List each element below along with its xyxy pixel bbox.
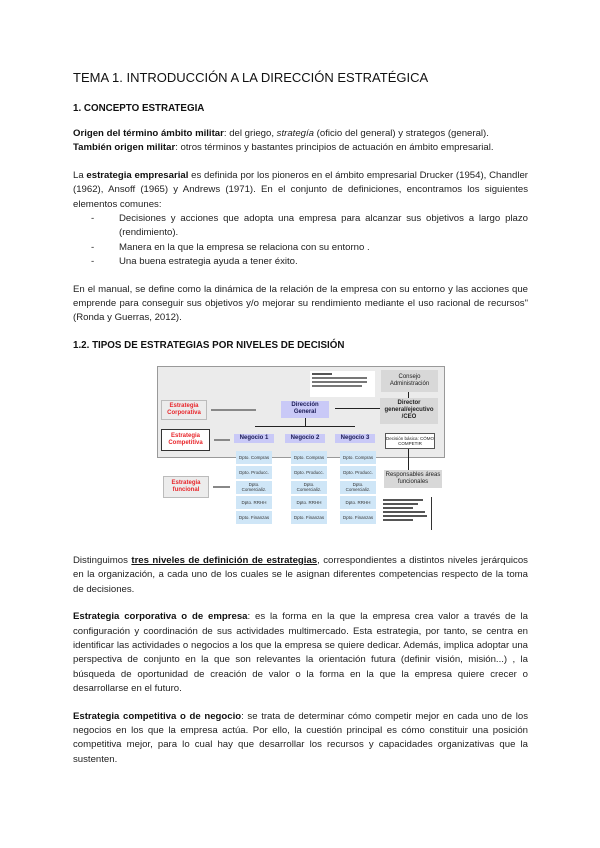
department-box: Dpto. RRHH: [236, 496, 272, 509]
document-body: [73, 0, 528, 767]
also-label: También origen militar: [73, 142, 176, 154]
department-box: Dpto. Compras: [291, 451, 327, 464]
text: tres niveles de definición de estrategias: [131, 554, 318, 566]
text: Estrategia corporativa o de empresa: [73, 611, 248, 623]
ceo-box: Director general/ejecutivo /CEO: [380, 398, 438, 424]
diagram-note: [310, 371, 375, 397]
section-heading-concepto: 1. CONCEPTO ESTRATEGIA: [73, 103, 205, 114]
text: estrategia empresarial: [86, 169, 189, 181]
arrow-competitive: [214, 439, 230, 441]
corporate-strategy-label: Estrategia Corporativa: [161, 400, 207, 420]
connector: [408, 449, 409, 470]
department-box: Dpto. Producc.: [291, 466, 327, 479]
text: La: [73, 169, 87, 181]
connector: [335, 408, 380, 409]
corporate-paragraph: [73, 610, 528, 696]
connector: [305, 418, 306, 426]
text: , correspondientes a distintos niveles jerárquicos en la organización, a cada uno de los cuales se le asignan diferentes competencias respecto de la toma de decisiones.: [73, 554, 528, 595]
levels-paragraph: [73, 554, 528, 597]
department-box: Dpto. RRHH: [291, 496, 327, 509]
text: : se trata de determinar cómo competir mejor en cada uno de los negocios en los que la empresa actúa. Por ello, la cuestión principal es cómo constituir una posición competitiva mejor, para lo cual hay que desarrollar los recursos y capacidades organizativas que la sustenten.: [73, 710, 528, 765]
text: Distinguimos: [73, 554, 132, 566]
department-box: Dpto. Compras: [340, 451, 376, 464]
department-box: Dpto. Producc.: [236, 466, 272, 479]
department-box: Dpto. Comercializ.: [340, 481, 376, 494]
board-box: Consejo Administración: [381, 370, 438, 392]
origin-label: Origen del término ámbito militar: [73, 128, 224, 139]
list-item: - Decisiones y acciones que adopta una empresa para alcanzar sus objetivos a largo plazo (rendimiento).: [73, 212, 528, 241]
competitive-paragraph: [73, 710, 528, 768]
section-heading-tipos: 1.2. TIPOS DE ESTRATEGIAS POR NIVELES DE DECISIÓN: [73, 339, 345, 351]
text: strategía: [276, 128, 315, 139]
arrow-corporate: [211, 409, 256, 411]
origin-paragraph: [73, 127, 528, 156]
text: es definida por los pioneros en el ámbito empresarial Drucker (1954), Chandler (1962), Ansoff (1965) y Andrews (1971). En el conjunto de definiciones, encontramos los siguientes elementos comunes:: [73, 169, 528, 210]
arrow-functional: [213, 486, 230, 488]
department-box: Dpto. RRHH: [340, 496, 376, 509]
business-3: Negocio 3: [335, 434, 375, 443]
elements-list: [73, 212, 528, 270]
text: (oficio del general) y strategos (general).: [314, 128, 489, 139]
business-2: Negocio 2: [285, 434, 325, 443]
text: : del griego,: [223, 128, 277, 139]
general-direction-box: Dirección General: [281, 401, 329, 418]
page-title: TEMA 1. INTRODUCCIÓN A LA DIRECCIÓN ESTRATÉGICA: [73, 70, 429, 85]
basic-decision-box: Decisión básica: CÓMO COMPETIR: [385, 433, 435, 449]
business-1: Negocio 1: [234, 434, 274, 443]
department-box: Dpto. Comercializ.: [291, 481, 327, 494]
connector: [255, 426, 355, 427]
competitive-strategy-label: Estrategia Competitiva: [161, 429, 210, 451]
department-box: Dpto. Finanzas: [236, 511, 272, 524]
text: : es la forma en la que la empresa crea valor a través de la configuración y coordinación de sus actividades multimercado. Esta estrategia, por tanto, se centra en identificar las actividades o negocios a los que la empresa se quiere dedicar. Además, implica adoptar una perspectiva de conjunto en la que son relevantes la orientación futura (definir visión, misión...) , la búsqueda de oportunidad de creación de valor o la forma en la que la empresa quiere crecer o desarrollarse en el futuro.: [73, 611, 528, 695]
functional-note: [381, 497, 432, 530]
text: : otros términos y bastantes principios de actuación en ámbito empresarial.: [175, 142, 494, 154]
department-box: Dpto. Producc.: [340, 466, 376, 479]
department-box: Dpto. Finanzas: [291, 511, 327, 524]
list-item: - Manera en la que la empresa se relaciona con su entorno .: [73, 241, 528, 255]
definition-paragraph: [73, 169, 528, 270]
functional-managers-box: Responsables áreas funcionales: [384, 470, 442, 488]
connector: [408, 392, 409, 398]
department-box: Dpto. Comercializ.: [236, 481, 272, 494]
strategy-levels-diagram: [0, 358, 600, 554]
manual-paragraph: En el manual, se define como la dinámica de la relación de la empresa con su entorno y las acciones que emprende para conseguir sus objetivos y/o mejorar su rendimiento mediante el uso racional de recursos" (Ronda y Guerras, 2012).: [73, 283, 528, 324]
functional-strategy-label: Estrategia funcional: [163, 476, 209, 498]
department-box: Dpto. Finanzas: [340, 511, 376, 524]
list-item: - Una buena estrategia ayuda a tener éxito.: [73, 255, 528, 269]
text: Estrategia competitiva o de negocio: [73, 710, 242, 722]
department-box: Dpto. Compras: [236, 451, 272, 464]
